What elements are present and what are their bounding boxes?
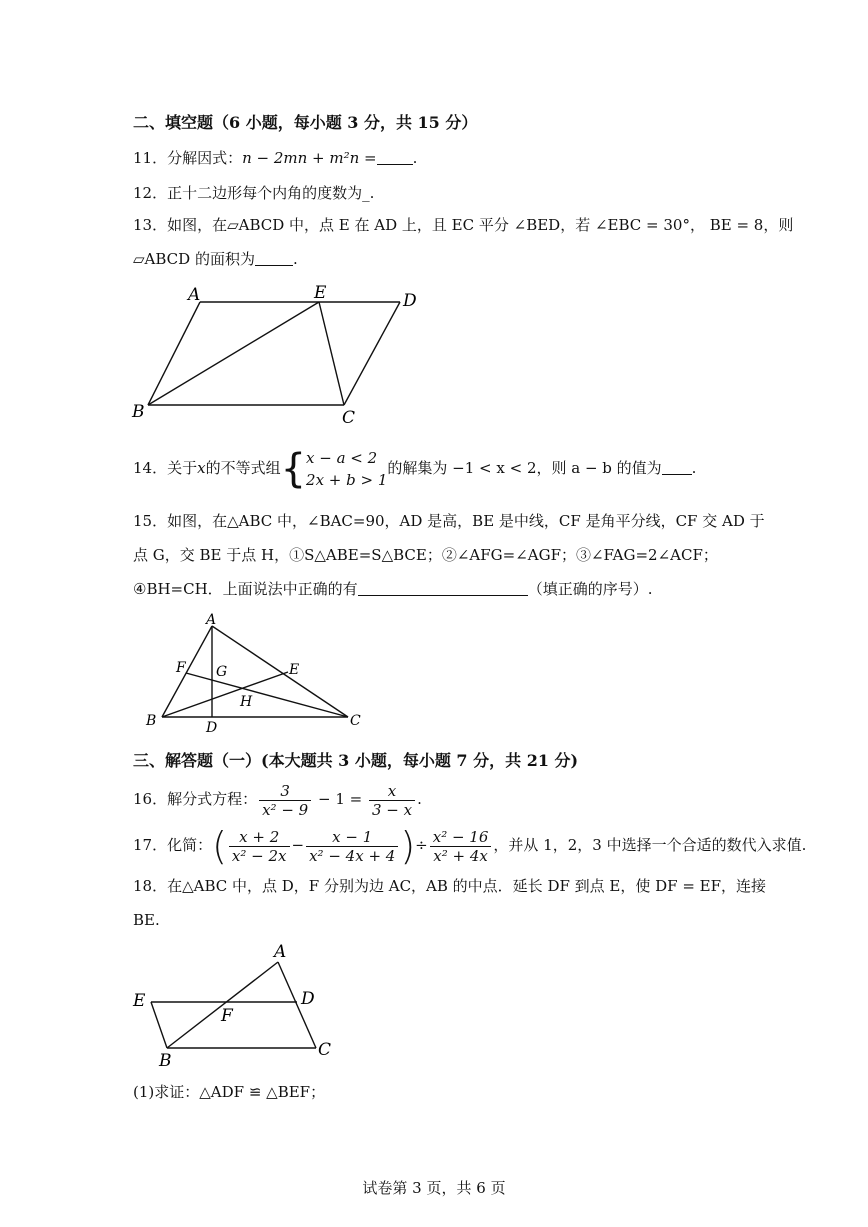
label-C: C xyxy=(342,408,356,428)
q17-minus: − xyxy=(291,836,305,854)
q11-expression: n − 2mn + m²n = xyxy=(242,149,377,167)
q17-fraction-c xyxy=(430,828,492,865)
question-13-line1: 13．如图，在▱ABCD 中，点 E 在 AD 上，且 EC 平分 ∠BED，若 ∠EBC = 30°， BE = 8，则 xyxy=(133,216,794,234)
q17-a-numerator: x + 2 xyxy=(229,828,290,847)
q16-f2-numerator: x xyxy=(369,782,415,801)
label-F: F xyxy=(221,1006,233,1026)
q16-f2-denominator: 3 − x xyxy=(371,800,413,819)
segment-EB xyxy=(151,1002,167,1048)
q14-end: . xyxy=(691,459,697,477)
q11-answer-blank xyxy=(377,150,413,165)
label-A: A xyxy=(206,612,217,628)
q16-end: . xyxy=(417,790,422,808)
label-B: B xyxy=(132,402,145,422)
label-F: F xyxy=(176,660,186,676)
parallelogram-figure xyxy=(120,280,440,430)
label-D: D xyxy=(403,291,417,311)
q17-post: ，并从 1，2，3 中选择一个合适的数代入求值. xyxy=(493,836,807,854)
q13-end: . xyxy=(292,250,298,268)
segment-BA xyxy=(167,962,278,1048)
question-18-line1: 18．在△ABC 中，点 D，F 分别为边 AC，AB 的中点．延长 DF 到点 E，使 DF = EF，连接 xyxy=(133,877,767,895)
q13-answer-blank xyxy=(255,251,293,266)
segment-EC xyxy=(319,302,344,405)
q17-right-paren: ) xyxy=(400,824,416,868)
label-E: E xyxy=(314,283,327,303)
q17-b-denominator: x² − 4x + 4 xyxy=(309,846,396,865)
q15-end: （填正确的序号）. xyxy=(527,580,653,598)
q17-c-numerator: x² − 16 xyxy=(430,828,492,847)
section-2-heading: 二、填空题（6 小题，每小题 3 分，共 15 分） xyxy=(133,113,478,132)
q17-b-numerator: x − 1 xyxy=(306,828,398,847)
question-17 xyxy=(133,822,806,869)
q14-inequality-2: 2x + b > 1 xyxy=(306,471,388,489)
q16-fraction-1 xyxy=(259,782,311,819)
question-18-line2: BE. xyxy=(133,911,160,929)
label-C: C xyxy=(318,1040,332,1060)
q16-mid: − 1 = xyxy=(313,790,367,808)
segment-DC xyxy=(344,302,400,405)
question-12: 12．正十二边形每个内角的度数为_. xyxy=(133,184,375,202)
q17-fraction-b xyxy=(306,828,398,865)
label-C: C xyxy=(350,713,361,729)
question-13-line2 xyxy=(133,249,298,269)
segment-AC xyxy=(212,626,348,717)
label-H: H xyxy=(240,694,253,710)
question-18-part1: (1)求证：△ADF ≌ △BEF； xyxy=(133,1083,326,1101)
q17-fraction-a xyxy=(229,828,290,865)
q13-text: ▱ABCD 的面积为 xyxy=(133,250,255,268)
q14-var: x xyxy=(197,459,206,477)
q14-post: 的解集为 −1 < x < 2，则 a − b 的值为 xyxy=(387,459,662,477)
q17-c-denominator: x² + 4x xyxy=(433,846,488,865)
q14-system xyxy=(306,447,387,491)
label-B: B xyxy=(146,713,157,729)
label-G: G xyxy=(216,664,228,680)
q15-answer-blank xyxy=(358,581,528,596)
q15-text: ④BH=CH．上面说法中正确的有 xyxy=(133,580,358,598)
q14-inequality-1: x − a < 2 xyxy=(306,449,378,467)
question-14 xyxy=(133,446,696,491)
q14-brace: { xyxy=(280,446,307,492)
q17-pre: 17．化简： xyxy=(133,836,213,854)
q11-end: . xyxy=(412,149,418,167)
q17-divide: ÷ xyxy=(415,836,428,854)
q14-pre: 14．关于 xyxy=(133,459,198,477)
question-15-line2: 点 G，交 BE 于点 H，①S△ABE=S△BCE；②∠AFG=∠AGF；③∠FAG=2∠ACF； xyxy=(133,546,718,564)
q11-text: 11．分解因式： xyxy=(133,149,243,167)
label-E: E xyxy=(133,991,146,1011)
question-11 xyxy=(133,148,417,168)
q16-f1-numerator: 3 xyxy=(259,782,311,801)
page-footer: 试卷第 3 页，共 6 页 xyxy=(362,1179,506,1197)
q17-a-denominator: x² − 2x xyxy=(231,846,287,865)
section-3-heading: 三、解答题（一）(本大题共 3 小题，每小题 7 分，共 21 分) xyxy=(133,751,579,770)
label-D: D xyxy=(206,720,218,736)
label-D: D xyxy=(301,989,315,1009)
question-16 xyxy=(133,777,422,821)
q17-left-paren: ( xyxy=(212,824,227,868)
question-15-line1: 15．如图，在△ABC 中，∠BAC=90，AD 是高，BE 是中线，CF 是角平分线，CF 交 AD 于 xyxy=(133,512,765,530)
question-15-line3 xyxy=(133,579,652,599)
q16-pre: 16．解分式方程： xyxy=(133,790,258,808)
label-A: A xyxy=(188,285,201,305)
label-B: B xyxy=(159,1051,172,1071)
q14-mid: 的不等式组 xyxy=(205,459,281,477)
label-E: E xyxy=(289,662,300,678)
q14-answer-blank xyxy=(662,460,692,475)
label-A: A xyxy=(274,942,287,962)
midpoint-figure xyxy=(125,935,345,1075)
q16-fraction-2 xyxy=(369,782,415,819)
triangle-figure xyxy=(140,612,380,742)
segment-AB xyxy=(162,626,212,717)
q16-f1-denominator: x² − 9 xyxy=(262,800,309,819)
